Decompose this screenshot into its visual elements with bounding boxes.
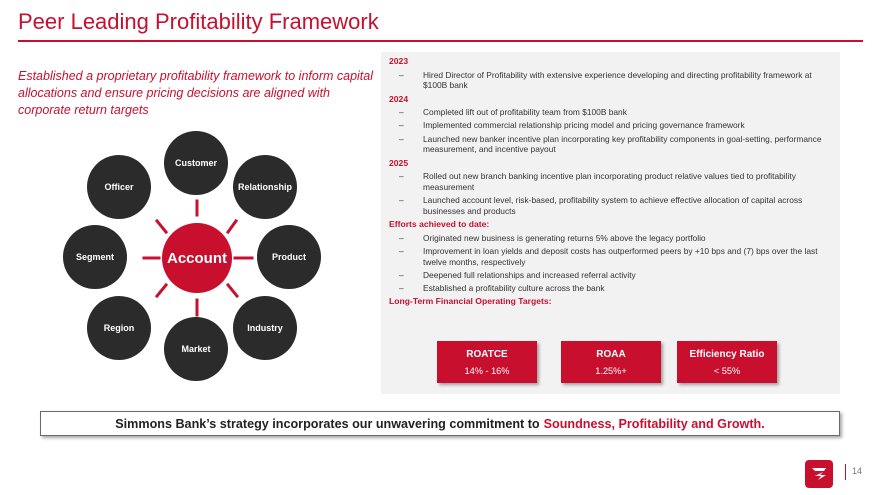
page-title: Peer Leading Profitability Framework [18,9,379,34]
year-2024-heading: 2024 [389,93,409,104]
node-officer: Officer [87,155,151,219]
intro-text: Established a proprietary profitability framework to inform capital allocations and ensure pricing decisions are aligned with corporate return targets [18,69,374,117]
account-center-node: Account [162,223,232,293]
title-divider [18,40,863,42]
list-item: – Implemented commercial relationship pricing model and pricing governance framework [399,120,745,131]
year-2023-heading: 2023 [389,56,409,66]
list-item: – Established a profitability culture across the bank [399,282,605,293]
targets-heading: Long-Term Financial Operating Targets: [389,296,552,307]
efforts-heading: Efforts achieved to date: [389,219,490,230]
page-number-divider [845,464,846,480]
list-item: – Hired Director of Profitability with extensive experience developing and directing profitability framework at $100B bank [399,69,812,91]
node-market: Market [164,317,228,381]
details-panel [381,52,840,394]
target-roatce: ROATCE 14% - 16% [437,341,537,383]
simmons-logo-icon [805,460,833,488]
list-item: – Deepened full relationships and increased referral activity [399,269,636,280]
targets-row [381,341,840,387]
list-item: – Rolled out new branch banking incentive plan incorporating product relative values tied to profitability measurement [399,171,796,192]
list-item: – Completed lift out of profitability team from $100B bank [399,107,627,118]
node-relationship: Relationship [233,155,297,219]
node-industry: Industry [233,296,297,360]
list-item: – Originated new business is generating returns 5% above the legacy portfolio [399,232,706,243]
target-efficiency-ratio: Efficiency Ratio < 55% [677,341,777,383]
node-segment: Segment [63,225,127,289]
year-2025-heading: 2025 [389,157,409,168]
profitability-wheel [60,125,335,385]
page-number: 14 [852,466,863,476]
list-item: – Improvement in loan yields and deposit costs has outperformed peers by +10 bps and (7) bps over the last twelve months, respectively [399,245,818,267]
target-roaa: ROAA 1.25%+ [561,341,661,383]
strategy-banner: Simmons Bank’s strategy incorporates our unwavering commitment to Soundness, Profitability and Growth. [40,411,840,436]
list-item: – Launched account level, risk-based, profitability system to achieve effective allocation of capital across businesses and products [399,195,803,216]
list-item: – Launched new banker incentive plan incorporating key profitability components in goal-setting, performance measurement, and incentive payout [399,133,822,155]
node-region: Region [87,296,151,360]
node-customer: Customer [164,131,228,195]
node-product: Product [257,225,321,289]
